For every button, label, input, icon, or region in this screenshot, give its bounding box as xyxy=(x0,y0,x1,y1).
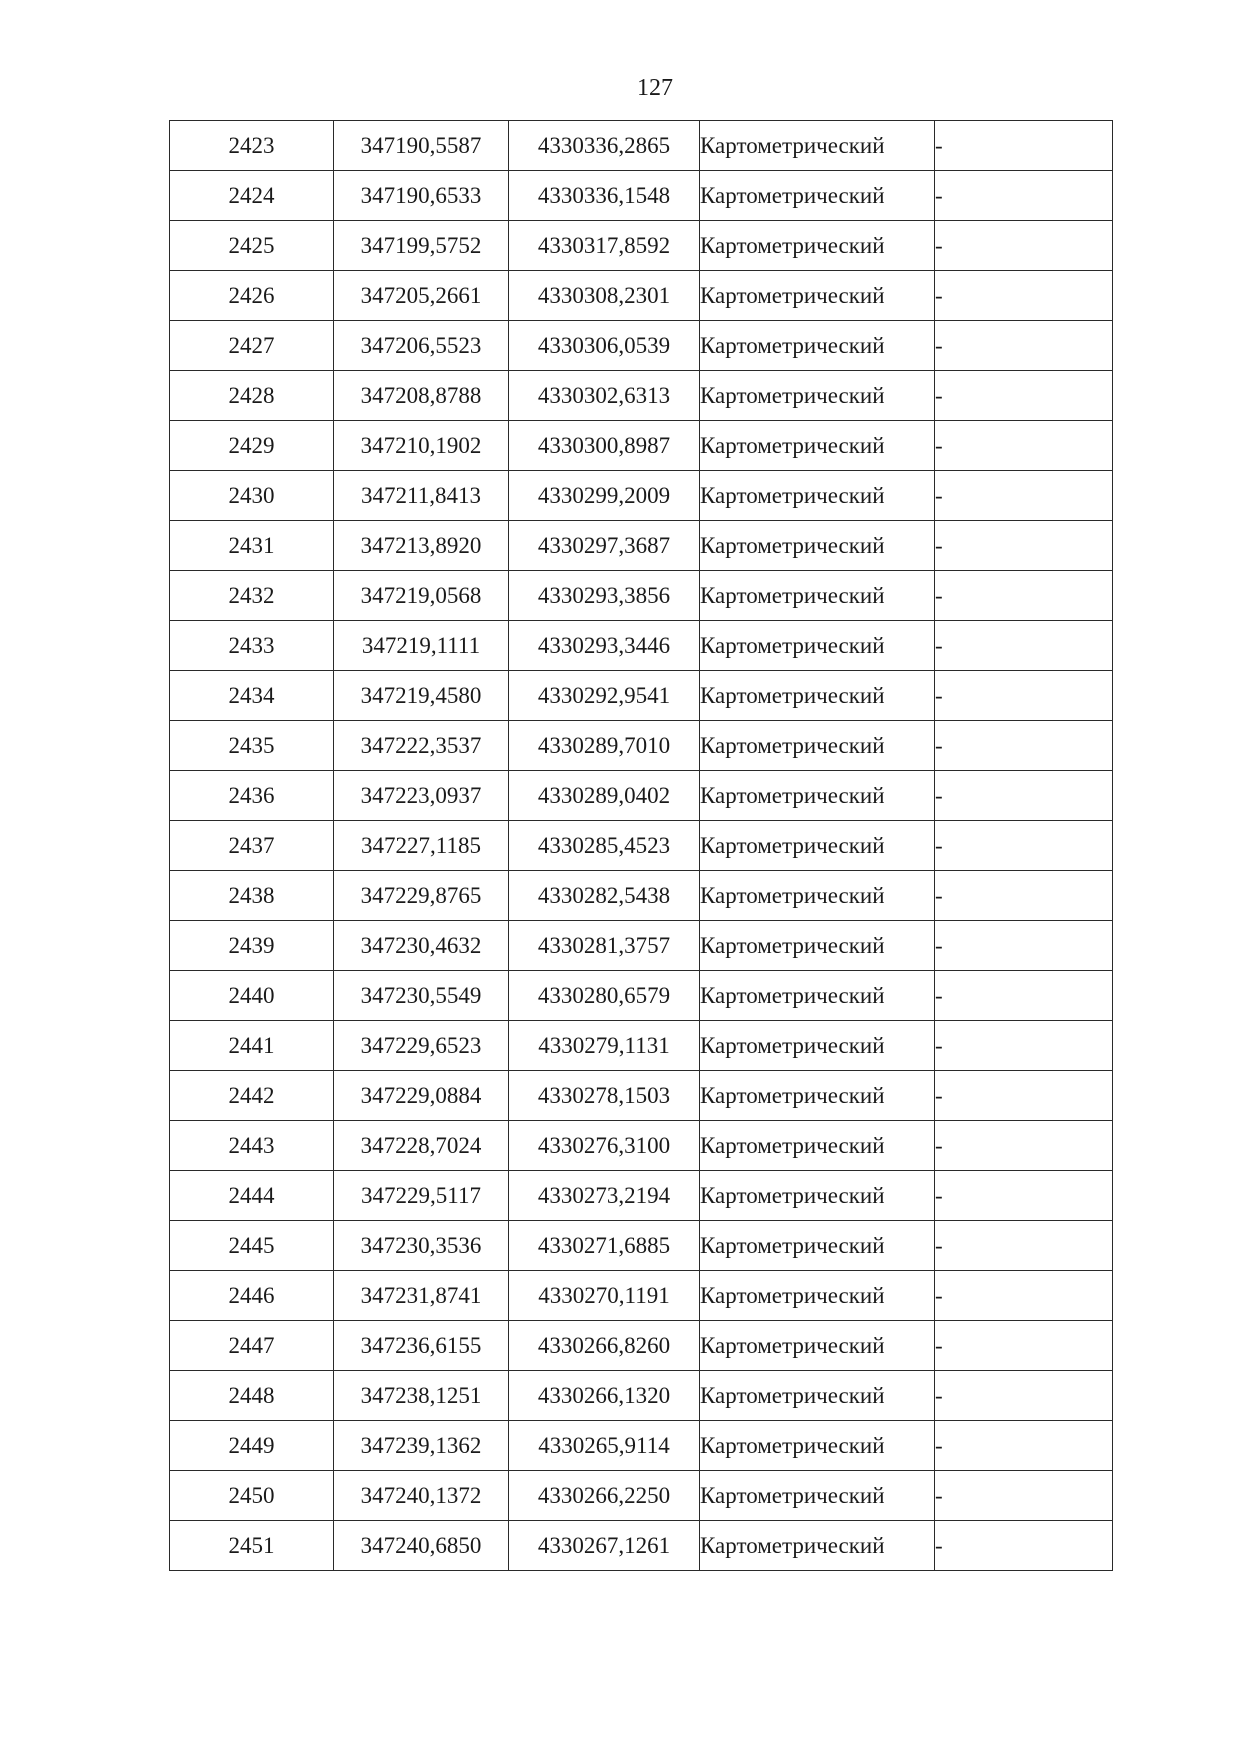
x-coordinate-cell: 347228,7024 xyxy=(334,1121,509,1171)
method-cell: Картометрический xyxy=(700,371,935,421)
table-row xyxy=(170,1321,1113,1371)
x-coordinate-cell: 347227,1185 xyxy=(334,821,509,871)
method-cell: Картометрический xyxy=(700,1171,935,1221)
point-number-cell: 2440 xyxy=(170,971,334,1021)
method-cell: Картометрический xyxy=(700,471,935,521)
point-number-cell: 2451 xyxy=(170,1521,334,1571)
point-number-cell: 2427 xyxy=(170,321,334,371)
method-cell: Картометрический xyxy=(700,1421,935,1471)
note-cell: - xyxy=(935,321,1113,371)
y-coordinate-cell: 4330293,3446 xyxy=(509,621,700,671)
y-coordinate-cell: 4330280,6579 xyxy=(509,971,700,1021)
y-coordinate-cell: 4330289,0402 xyxy=(509,771,700,821)
y-coordinate-cell: 4330266,1320 xyxy=(509,1371,700,1421)
x-coordinate-cell: 347230,3536 xyxy=(334,1221,509,1271)
y-coordinate-cell: 4330265,9114 xyxy=(509,1421,700,1471)
note-cell: - xyxy=(935,1021,1113,1071)
table-row xyxy=(170,971,1113,1021)
note-cell: - xyxy=(935,521,1113,571)
method-cell: Картометрический xyxy=(700,771,935,821)
point-number-cell: 2444 xyxy=(170,1171,334,1221)
y-coordinate-cell: 4330336,1548 xyxy=(509,171,700,221)
point-number-cell: 2424 xyxy=(170,171,334,221)
method-cell: Картометрический xyxy=(700,871,935,921)
x-coordinate-cell: 347229,8765 xyxy=(334,871,509,921)
coordinates-table-body xyxy=(170,121,1113,1571)
point-number-cell: 2433 xyxy=(170,621,334,671)
y-coordinate-cell: 4330267,1261 xyxy=(509,1521,700,1571)
note-cell: - xyxy=(935,921,1113,971)
point-number-cell: 2436 xyxy=(170,771,334,821)
x-coordinate-cell: 347199,5752 xyxy=(334,221,509,271)
x-coordinate-cell: 347229,5117 xyxy=(334,1171,509,1221)
point-number-cell: 2447 xyxy=(170,1321,334,1371)
y-coordinate-cell: 4330271,6885 xyxy=(509,1221,700,1271)
x-coordinate-cell: 347230,4632 xyxy=(334,921,509,971)
note-cell: - xyxy=(935,1171,1113,1221)
note-cell: - xyxy=(935,1071,1113,1121)
point-number-cell: 2423 xyxy=(170,121,334,171)
note-cell: - xyxy=(935,1271,1113,1321)
y-coordinate-cell: 4330299,2009 xyxy=(509,471,700,521)
x-coordinate-cell: 347205,2661 xyxy=(334,271,509,321)
point-number-cell: 2446 xyxy=(170,1271,334,1321)
method-cell: Картометрический xyxy=(700,1371,935,1421)
point-number-cell: 2426 xyxy=(170,271,334,321)
x-coordinate-cell: 347236,6155 xyxy=(334,1321,509,1371)
table-row xyxy=(170,321,1113,371)
y-coordinate-cell: 4330300,8987 xyxy=(509,421,700,471)
table-row xyxy=(170,571,1113,621)
point-number-cell: 2438 xyxy=(170,871,334,921)
table-row xyxy=(170,771,1113,821)
point-number-cell: 2428 xyxy=(170,371,334,421)
table-row xyxy=(170,421,1113,471)
x-coordinate-cell: 347219,0568 xyxy=(334,571,509,621)
x-coordinate-cell: 347238,1251 xyxy=(334,1371,509,1421)
x-coordinate-cell: 347229,0884 xyxy=(334,1071,509,1121)
point-number-cell: 2448 xyxy=(170,1371,334,1421)
note-cell: - xyxy=(935,821,1113,871)
note-cell: - xyxy=(935,371,1113,421)
note-cell: - xyxy=(935,971,1113,1021)
table-row xyxy=(170,1421,1113,1471)
table-row xyxy=(170,671,1113,721)
table-row xyxy=(170,1171,1113,1221)
x-coordinate-cell: 347190,5587 xyxy=(334,121,509,171)
x-coordinate-cell: 347219,4580 xyxy=(334,671,509,721)
note-cell: - xyxy=(935,1321,1113,1371)
table-row xyxy=(170,121,1113,171)
method-cell: Картометрический xyxy=(700,521,935,571)
table-row xyxy=(170,1071,1113,1121)
note-cell: - xyxy=(935,171,1113,221)
note-cell: - xyxy=(935,621,1113,671)
y-coordinate-cell: 4330282,5438 xyxy=(509,871,700,921)
x-coordinate-cell: 347223,0937 xyxy=(334,771,509,821)
y-coordinate-cell: 4330289,7010 xyxy=(509,721,700,771)
page-number: 127 xyxy=(637,75,673,101)
y-coordinate-cell: 4330266,2250 xyxy=(509,1471,700,1521)
y-coordinate-cell: 4330317,8592 xyxy=(509,221,700,271)
note-cell: - xyxy=(935,1471,1113,1521)
coordinates-table xyxy=(169,120,1113,1571)
y-coordinate-cell: 4330302,6313 xyxy=(509,371,700,421)
table-row xyxy=(170,1371,1113,1421)
table-row xyxy=(170,1521,1113,1571)
y-coordinate-cell: 4330297,3687 xyxy=(509,521,700,571)
method-cell: Картометрический xyxy=(700,1321,935,1371)
y-coordinate-cell: 4330270,1191 xyxy=(509,1271,700,1321)
table-row xyxy=(170,171,1113,221)
x-coordinate-cell: 347240,6850 xyxy=(334,1521,509,1571)
y-coordinate-cell: 4330336,2865 xyxy=(509,121,700,171)
note-cell: - xyxy=(935,121,1113,171)
note-cell: - xyxy=(935,721,1113,771)
x-coordinate-cell: 347190,6533 xyxy=(334,171,509,221)
table-row xyxy=(170,821,1113,871)
x-coordinate-cell: 347211,8413 xyxy=(334,471,509,521)
note-cell: - xyxy=(935,671,1113,721)
x-coordinate-cell: 347206,5523 xyxy=(334,321,509,371)
method-cell: Картометрический xyxy=(700,571,935,621)
method-cell: Картометрический xyxy=(700,321,935,371)
point-number-cell: 2431 xyxy=(170,521,334,571)
method-cell: Картометрический xyxy=(700,721,935,771)
method-cell: Картометрический xyxy=(700,621,935,671)
note-cell: - xyxy=(935,871,1113,921)
method-cell: Картометрический xyxy=(700,1021,935,1071)
point-number-cell: 2443 xyxy=(170,1121,334,1171)
method-cell: Картометрический xyxy=(700,671,935,721)
point-number-cell: 2430 xyxy=(170,471,334,521)
method-cell: Картометрический xyxy=(700,921,935,971)
y-coordinate-cell: 4330279,1131 xyxy=(509,1021,700,1071)
point-number-cell: 2432 xyxy=(170,571,334,621)
method-cell: Картометрический xyxy=(700,421,935,471)
note-cell: - xyxy=(935,771,1113,821)
table-row xyxy=(170,1021,1113,1071)
table-row xyxy=(170,1121,1113,1171)
method-cell: Картометрический xyxy=(700,221,935,271)
y-coordinate-cell: 4330276,3100 xyxy=(509,1121,700,1171)
y-coordinate-cell: 4330285,4523 xyxy=(509,821,700,871)
x-coordinate-cell: 347239,1362 xyxy=(334,1421,509,1471)
point-number-cell: 2434 xyxy=(170,671,334,721)
method-cell: Картометрический xyxy=(700,1071,935,1121)
y-coordinate-cell: 4330306,0539 xyxy=(509,321,700,371)
note-cell: - xyxy=(935,271,1113,321)
x-coordinate-cell: 347219,1111 xyxy=(334,621,509,671)
note-cell: - xyxy=(935,1121,1113,1171)
point-number-cell: 2450 xyxy=(170,1471,334,1521)
note-cell: - xyxy=(935,471,1113,521)
table-row xyxy=(170,521,1113,571)
note-cell: - xyxy=(935,421,1113,471)
note-cell: - xyxy=(935,1421,1113,1471)
x-coordinate-cell: 347208,8788 xyxy=(334,371,509,421)
note-cell: - xyxy=(935,1521,1113,1571)
y-coordinate-cell: 4330293,3856 xyxy=(509,571,700,621)
x-coordinate-cell: 347229,6523 xyxy=(334,1021,509,1071)
table-row xyxy=(170,371,1113,421)
table-row xyxy=(170,921,1113,971)
method-cell: Картометрический xyxy=(700,171,935,221)
note-cell: - xyxy=(935,571,1113,621)
point-number-cell: 2445 xyxy=(170,1221,334,1271)
table-row xyxy=(170,1271,1113,1321)
method-cell: Картометрический xyxy=(700,1271,935,1321)
method-cell: Картометрический xyxy=(700,121,935,171)
method-cell: Картометрический xyxy=(700,1221,935,1271)
table-row xyxy=(170,1221,1113,1271)
x-coordinate-cell: 347230,5549 xyxy=(334,971,509,1021)
y-coordinate-cell: 4330281,3757 xyxy=(509,921,700,971)
method-cell: Картометрический xyxy=(700,1471,935,1521)
table-row xyxy=(170,871,1113,921)
method-cell: Картометрический xyxy=(700,821,935,871)
y-coordinate-cell: 4330292,9541 xyxy=(509,671,700,721)
x-coordinate-cell: 347213,8920 xyxy=(334,521,509,571)
table-row xyxy=(170,1471,1113,1521)
y-coordinate-cell: 4330308,2301 xyxy=(509,271,700,321)
table-row xyxy=(170,721,1113,771)
x-coordinate-cell: 347240,1372 xyxy=(334,1471,509,1521)
method-cell: Картометрический xyxy=(700,1121,935,1171)
table-row xyxy=(170,271,1113,321)
y-coordinate-cell: 4330273,2194 xyxy=(509,1171,700,1221)
note-cell: - xyxy=(935,1371,1113,1421)
table-row xyxy=(170,471,1113,521)
point-number-cell: 2439 xyxy=(170,921,334,971)
y-coordinate-cell: 4330278,1503 xyxy=(509,1071,700,1121)
x-coordinate-cell: 347222,3537 xyxy=(334,721,509,771)
y-coordinate-cell: 4330266,8260 xyxy=(509,1321,700,1371)
method-cell: Картометрический xyxy=(700,1521,935,1571)
point-number-cell: 2442 xyxy=(170,1071,334,1121)
point-number-cell: 2441 xyxy=(170,1021,334,1071)
point-number-cell: 2425 xyxy=(170,221,334,271)
point-number-cell: 2435 xyxy=(170,721,334,771)
note-cell: - xyxy=(935,1221,1113,1271)
table-row xyxy=(170,221,1113,271)
x-coordinate-cell: 347231,8741 xyxy=(334,1271,509,1321)
x-coordinate-cell: 347210,1902 xyxy=(334,421,509,471)
method-cell: Картометрический xyxy=(700,971,935,1021)
point-number-cell: 2449 xyxy=(170,1421,334,1471)
point-number-cell: 2437 xyxy=(170,821,334,871)
method-cell: Картометрический xyxy=(700,271,935,321)
point-number-cell: 2429 xyxy=(170,421,334,471)
note-cell: - xyxy=(935,221,1113,271)
table-row xyxy=(170,621,1113,671)
